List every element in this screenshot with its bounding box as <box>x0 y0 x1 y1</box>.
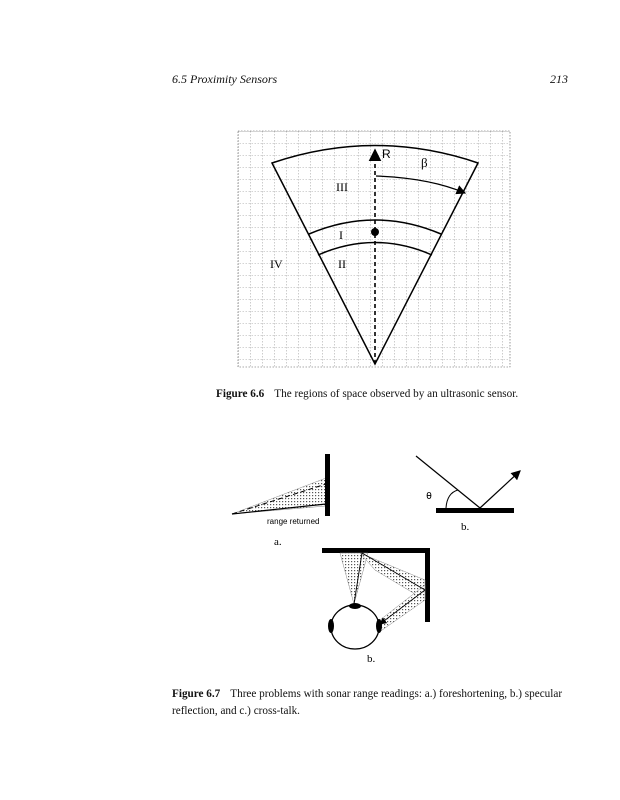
figure-6-7-caption-label: Figure 6.7 <box>172 688 221 700</box>
page-number: 213 <box>550 72 568 86</box>
label-r: R <box>382 147 391 161</box>
echo-path-2 <box>362 553 425 590</box>
range-returned-label: range returned <box>267 517 320 526</box>
grid-background <box>238 131 510 367</box>
reflecting-surface <box>436 508 514 513</box>
figure-6-7-b-top <box>416 456 520 533</box>
robot-body <box>331 605 379 649</box>
reflected-ray <box>480 471 520 508</box>
panel-b-bottom-label: b. <box>367 653 376 665</box>
panel-b-top-label: b. <box>461 521 470 533</box>
wall-right <box>425 548 430 622</box>
crosstalk-beam-1 <box>340 553 368 604</box>
sensor-right <box>376 619 382 633</box>
figure-6-7-a <box>232 454 330 548</box>
figure-6-6-caption <box>216 386 586 403</box>
label-iv: IV <box>270 257 283 271</box>
figure-6-7-caption-text: Three problems with sonar range readings: a.) foreshortening, b.) specular reflection, and c.) cross-talk. <box>172 688 563 717</box>
wall-top <box>322 548 430 553</box>
wall-a <box>325 454 330 516</box>
label-iii: III <box>336 180 348 194</box>
crosstalk-beam-3 <box>375 585 425 635</box>
figure-6-6-caption-text: The regions of space observed by an ultrasonic sensor. <box>274 388 519 400</box>
label-ii: II <box>338 257 346 271</box>
figure-6-7-caption <box>172 686 582 720</box>
label-i: I <box>339 228 343 242</box>
echo-path-3 <box>380 590 425 624</box>
label-beta: β <box>421 155 428 170</box>
theta-label: θ <box>426 491 433 502</box>
angle-arc <box>446 490 458 508</box>
figure-6-6-caption-label: Figure 6.6 <box>216 388 265 400</box>
figure-6-6 <box>238 131 510 367</box>
sensor-left <box>328 619 334 633</box>
sensor-front <box>349 603 361 609</box>
object-dot <box>371 228 379 236</box>
running-header-section: 6.5 Proximity Sensors <box>172 72 278 86</box>
figure-6-7-c <box>322 548 430 665</box>
panel-a-label: a. <box>274 536 282 548</box>
